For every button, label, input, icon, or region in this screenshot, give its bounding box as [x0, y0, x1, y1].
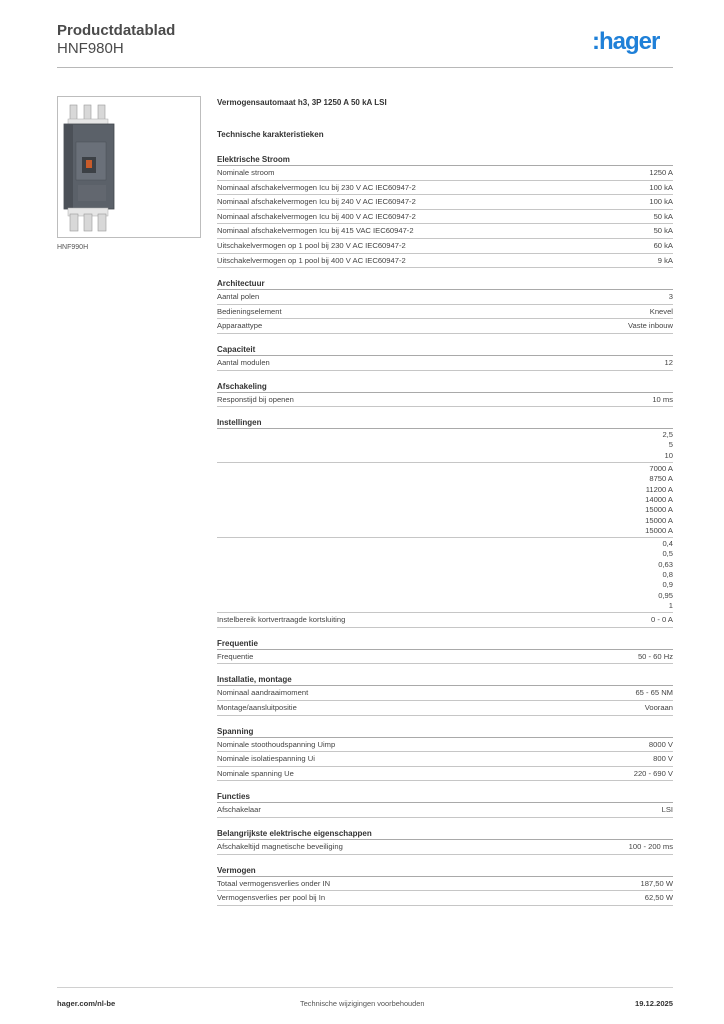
spec-row-multi [217, 429, 673, 463]
spec-label: Nominale stoothoudspanning Uimp [217, 739, 336, 749]
spec-value: 14000 A [645, 494, 673, 504]
footer-disclaimer: Technische wijzigingen voorbehouden [300, 999, 425, 1008]
tech-title: Technische karakteristieken [217, 130, 324, 139]
spec-row [217, 650, 673, 665]
spec-values [658, 539, 673, 611]
spec-values [645, 464, 673, 536]
spec-value: 1 [668, 600, 673, 610]
spec-value: 3 [668, 292, 673, 302]
footer-date: 19.12.2025 [634, 999, 673, 1008]
spec-value: Vaste inbouw [627, 321, 673, 331]
spec-label: Aantal polen [217, 292, 260, 302]
spec-row-multi [217, 463, 673, 538]
section-title: Functies [217, 791, 673, 803]
spec-label: Montage/aansluitpositie [217, 702, 297, 712]
section-title: Installatie, montage [217, 674, 673, 686]
product-code: HNF980H [57, 40, 124, 57]
section-title: Frequentie [217, 638, 673, 650]
spec-label: Nominaal afschakelvermogen Icu bij 230 V AC IEC60947-2 [217, 182, 416, 192]
footer-divider [57, 987, 673, 988]
spec-value: 65 - 65 NM [635, 688, 673, 698]
spec-value: 220 - 690 V [633, 768, 673, 778]
spec-value: 5 [668, 440, 673, 450]
spec-value: 0,95 [658, 590, 673, 600]
spec-row [217, 686, 673, 701]
spec-label: Aantal modulen [217, 357, 270, 367]
spec-value: 50 kA [653, 226, 673, 236]
spec-value: Knevel [649, 306, 673, 316]
spec-value: LSI [661, 805, 673, 815]
spec-row [217, 181, 673, 196]
spec-label: Vermogensverlies per pool bij In [217, 893, 326, 903]
spec-row [217, 305, 673, 320]
spec-value: 0,63 [658, 559, 673, 569]
section-title: Vermogen [217, 865, 673, 877]
spec-value: 15000 A [645, 505, 673, 515]
spec-value: 15000 A [645, 525, 673, 535]
spec-label: Uitschakelvermogen op 1 pool bij 230 V AC IEC60947-2 [217, 240, 406, 250]
spec-row [217, 767, 673, 782]
hager-logo [592, 28, 674, 56]
spec-value: 15000 A [645, 515, 673, 525]
spec-row [217, 290, 673, 305]
spec-row [217, 752, 673, 767]
spec-value: 0,8 [662, 569, 673, 579]
spec-label: Responstijd bij openen [217, 394, 294, 404]
spec-value: 100 kA [649, 182, 673, 192]
spec-value: 100 kA [649, 197, 673, 207]
spec-value: 0 - 0 A [651, 615, 673, 625]
spec-row [217, 210, 673, 225]
spec-row [217, 613, 673, 628]
section-title: Spanning [217, 726, 673, 738]
spec-label: Nominaal afschakelvermogen Icu bij 400 V AC IEC60947-2 [217, 211, 416, 221]
spec-value: 50 kA [653, 211, 673, 221]
spec-row [217, 224, 673, 239]
section-title: Instellingen [217, 417, 673, 429]
spec-label: Nominale stroom [217, 168, 275, 177]
spec-row [217, 319, 673, 334]
spec-row [217, 254, 673, 269]
spec-sections [217, 154, 673, 906]
spec-value: 10 ms [652, 394, 673, 404]
spec-value: 100 - 200 ms [628, 841, 673, 851]
product-image [57, 96, 201, 238]
spec-label: Frequentie [217, 651, 254, 661]
spec-label: Nominaal afschakelvermogen Icu bij 240 V AC IEC60947-2 [217, 197, 416, 207]
spec-value: 800 V [653, 754, 673, 764]
spec-value: 50 - 60 Hz [637, 651, 673, 661]
spec-label: Nominale isolatiespanning Ui [217, 754, 315, 764]
section-title: Belangrijkste elektrische eigenschappen [217, 828, 673, 840]
spec-value: 9 kA [657, 255, 673, 265]
image-caption: HNF990H [57, 244, 89, 251]
spec-value: 10 [664, 450, 673, 460]
spec-label: Afschakelaar [217, 805, 261, 815]
section-title: Architectuur [217, 278, 673, 290]
spec-label: Apparaattype [217, 321, 263, 331]
circuit-breaker-illustration [58, 97, 200, 237]
section-title: Afschakeling [217, 381, 673, 393]
spec-value: 7000 A [649, 464, 673, 474]
spec-row-multi [217, 538, 673, 613]
spec-value: 187,50 W [640, 878, 673, 888]
spec-value: 12 [664, 357, 673, 367]
spec-values [662, 430, 673, 461]
spec-value: 8750 A [649, 474, 673, 484]
spec-label: Bedieningselement [217, 306, 282, 316]
spec-value: 0,4 [662, 539, 673, 549]
header-divider [57, 67, 673, 68]
spec-row [217, 356, 673, 371]
section-title: Elektrische Stroom [217, 154, 673, 166]
spec-label: Nominale spanning Ue [217, 768, 294, 778]
spec-label: Totaal vermogensverlies onder IN [217, 878, 331, 888]
spec-value: 0,9 [662, 580, 673, 590]
spec-row [217, 738, 673, 753]
spec-row [217, 840, 673, 855]
spec-row [217, 701, 673, 716]
product-name: Vermogensautomaat h3, 3P 1250 A 50 kA LSI [217, 98, 387, 107]
spec-row [217, 166, 673, 181]
spec-value: 11200 A [645, 484, 673, 494]
spec-row [217, 393, 673, 408]
spec-row [217, 195, 673, 210]
spec-content [217, 97, 673, 906]
spec-label: Uitschakelvermogen op 1 pool bij 400 V AC IEC60947-2 [217, 255, 406, 265]
spec-label: Instelbereik kortvertraagde kortsluiting [217, 615, 346, 625]
spec-value: Vooraan [644, 702, 673, 712]
spec-value: 2,5 [662, 430, 673, 440]
spec-value: 60 kA [653, 240, 673, 250]
footer-website: hager.com/nl-be [57, 999, 116, 1008]
spec-label: Afschakeltijd magnetische beveiliging [217, 841, 343, 851]
spec-value: 0,5 [662, 549, 673, 559]
section-title: Capaciteit [217, 344, 673, 356]
spec-row [217, 891, 673, 906]
spec-row [217, 803, 673, 818]
spec-label: Nominaal aandraaimoment [217, 688, 309, 698]
logo-text: :hager [592, 28, 660, 55]
spec-row [217, 877, 673, 892]
spec-value: 1250 A [649, 168, 673, 177]
spec-value: 8000 V [648, 739, 673, 749]
page-title: Productdatablad [57, 22, 176, 39]
spec-label: Nominaal afschakelvermogen Icu bij 415 VAC IEC60947-2 [217, 226, 414, 236]
spec-row [217, 239, 673, 254]
spec-value: 62,50 W [644, 893, 673, 903]
